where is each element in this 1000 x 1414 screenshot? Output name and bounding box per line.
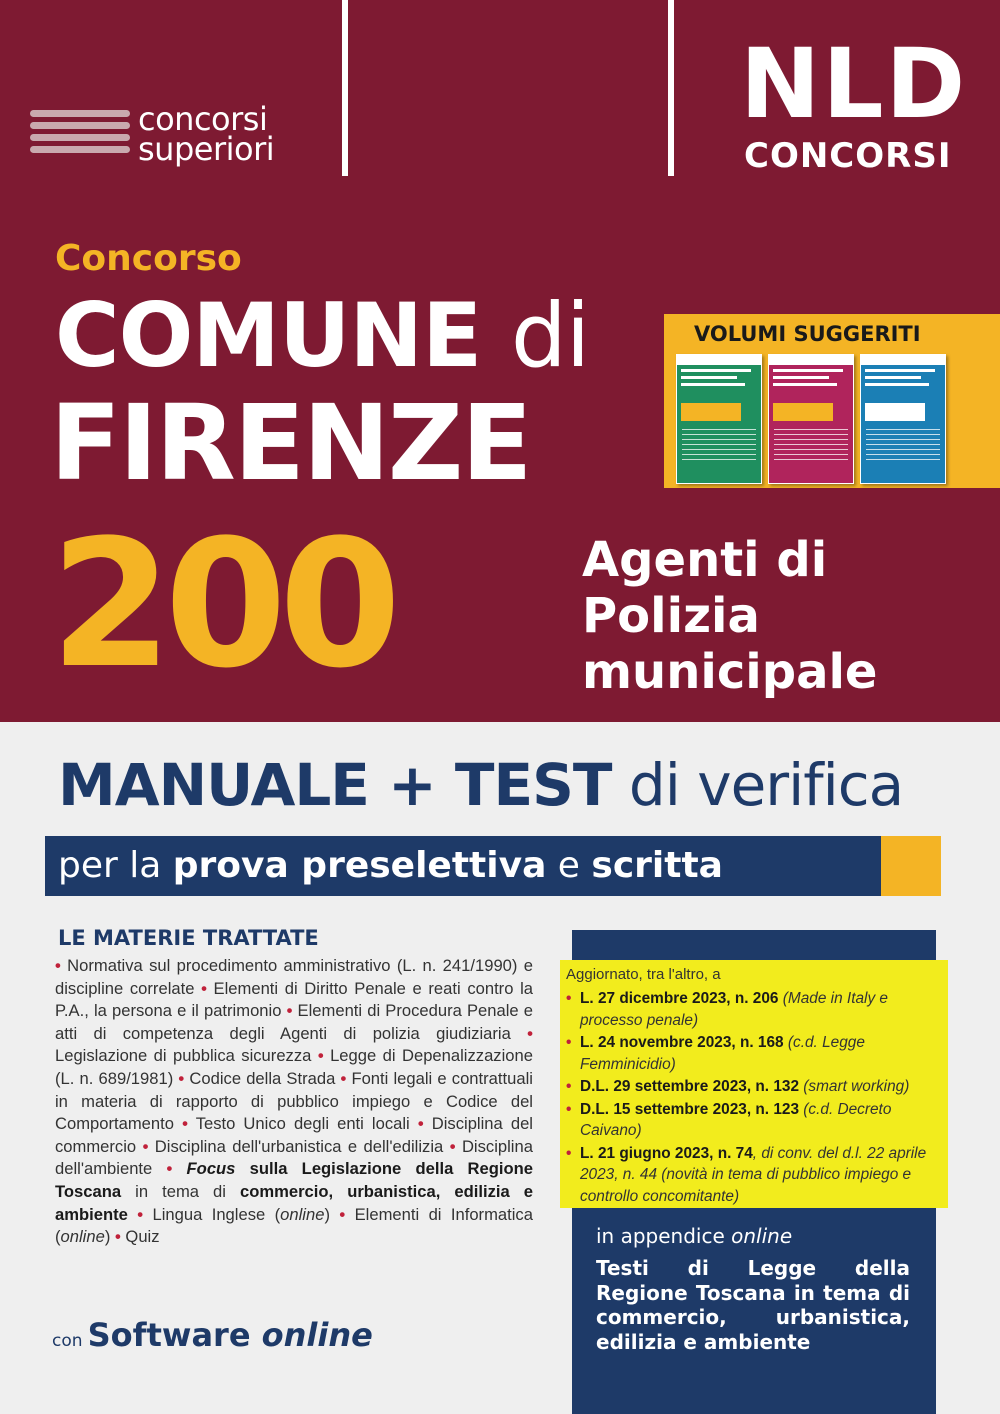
book-header (861, 355, 945, 365)
update-note: (smart working) (799, 1078, 910, 1095)
divider-line (342, 0, 348, 176)
bullet-icon: • (114, 1227, 121, 1247)
logo-stack-icon (30, 146, 130, 153)
nld-logo-text: NLD (740, 28, 968, 140)
subheadline-accent (881, 836, 941, 896)
materie-list (55, 955, 533, 1249)
materia-item: Elementi di Procedura Penale e atti di competenza degli Agenti di polizia giudiziaria (55, 1001, 533, 1043)
cover-role (582, 532, 877, 700)
software-online (52, 1316, 373, 1354)
appendix-online: online (731, 1224, 793, 1248)
update-list (566, 988, 940, 1208)
materia-item: Normativa sul procedimento amministrativo (L. n. 241/1990) e discipline correlate (55, 956, 533, 998)
update-intro: Aggiornato, tra l'altro, a (566, 966, 721, 983)
di-word: di (510, 284, 590, 387)
headline (58, 752, 903, 818)
update-law: L. 24 novembre 2023, n. 168 (580, 1034, 784, 1051)
headline-light: di verifica (611, 751, 904, 819)
cover-title-city: FIRENZE (50, 382, 531, 504)
publisher-line1: concorsi (138, 100, 268, 138)
materia-item: Elementi di Informatica ( (55, 1204, 533, 1247)
bullet-icon: • (166, 1159, 173, 1179)
bullet-icon: • (201, 978, 207, 998)
materia-item: Testo Unico degli enti locali (195, 1114, 410, 1134)
update-law: L. 27 dicembre 2023, n. 206 (580, 990, 779, 1007)
materie-title: LE MATERIE TRATTATE (58, 926, 319, 950)
materia-item: Lingua Inglese ( (152, 1204, 281, 1224)
update-note: (c.d. Legge Femminicidio) (580, 1034, 865, 1073)
update-item (566, 988, 940, 1031)
logo-stack-icon (30, 122, 130, 129)
bullet-icon: • (317, 1046, 324, 1066)
book-text-lines (865, 369, 935, 386)
bullet-icon: • (142, 1136, 149, 1156)
materia-item: Disciplina del commercio (55, 1114, 533, 1156)
comune-word: COMUNE (55, 284, 482, 387)
book-header (677, 355, 761, 365)
appendix-label (596, 1224, 792, 1248)
paren: ) (324, 1204, 330, 1224)
suggested-volumes (664, 314, 1000, 488)
subheadline-strong: prova preselettiva (172, 845, 547, 886)
materia-item: Legislazione di pubblica sicurezza (55, 1046, 312, 1066)
book-cover-thumbnail-icon (676, 354, 762, 484)
software-label: Software (87, 1316, 262, 1354)
role-line: Agenti di (582, 532, 828, 588)
book-text-lines (773, 369, 843, 386)
update-note: (c.d. Decreto Caivano) (580, 1100, 892, 1139)
update-item (566, 1143, 940, 1208)
bullet-icon: • (55, 956, 61, 975)
bullet-icon: • (449, 1136, 456, 1156)
materia-item: Quiz (125, 1227, 160, 1247)
book-body-lines (866, 429, 940, 463)
logo-stack-icon (30, 110, 130, 117)
logo-stack-icon (30, 134, 130, 141)
divider-line (668, 0, 674, 176)
online-label: online (60, 1227, 105, 1247)
materia-item: Legge di Depenalizzazione (L. n. 689/1981) (55, 1046, 533, 1088)
appendix-prefix: in appendice (596, 1224, 732, 1248)
bullet-icon: • (178, 1068, 185, 1088)
book-cover-thumbnail-icon (860, 354, 946, 484)
role-line: municipale (582, 644, 878, 700)
update-note: (Made in Italy e processo penale) (580, 990, 888, 1029)
subheadline-part: e (546, 845, 592, 886)
paren: ) (104, 1227, 111, 1247)
suggested-volumes-title: VOLUMI SUGGERITI (694, 322, 921, 346)
publisher-line2: superiori (138, 130, 275, 168)
update-item (566, 1032, 940, 1075)
book-badge (865, 403, 925, 421)
book-header (769, 355, 853, 365)
materia-item: Disciplina dell'urbanistica e dell'edilizia (154, 1136, 444, 1156)
software-online-label: online (261, 1316, 373, 1354)
bullet-icon: • (340, 1068, 347, 1088)
subheadline (58, 838, 723, 894)
book-body-lines (682, 429, 756, 463)
cover-kicker: Concorso (55, 238, 242, 279)
focus-topics: commercio, urbanistica, edilizia e ambiente (55, 1181, 533, 1224)
update-note: , di conv. del d.l. 22 aprile 2023, n. 44 (novità in tema di pubblico impiego e controllo concomitante) (580, 1144, 927, 1205)
bullet-icon: • (339, 1204, 346, 1224)
nld-logo-sub: CONCORSI (744, 136, 952, 176)
focus-text: sulla Legislazione della Regione Toscana (55, 1159, 533, 1201)
role-line: Polizia (582, 588, 760, 644)
subheadline-strong: scritta (591, 845, 723, 886)
focus-mid: in tema di (121, 1181, 240, 1201)
focus-label: Focus (186, 1159, 236, 1179)
bullet-icon: • (527, 1023, 533, 1043)
update-law: D.L. 15 settembre 2023, n. 123 (580, 1100, 800, 1118)
appendix-text: Testi di Legge della Regione Toscana in tema di commercio, urbanistica, edilizia e ambiente (596, 1256, 910, 1354)
book-badge (681, 403, 741, 421)
update-law: L. 21 giugno 2023, n. 74 (580, 1144, 753, 1162)
bullet-icon: • (137, 1204, 144, 1224)
nld-logo (740, 28, 968, 180)
book-badge (773, 403, 833, 421)
software-prefix: con (52, 1331, 83, 1351)
book-text-lines (681, 369, 751, 386)
update-item (566, 1076, 940, 1098)
cover-count: 200 (50, 502, 394, 707)
bullet-icon: • (417, 1114, 424, 1134)
book-body-lines (774, 429, 848, 463)
materia-item: Disciplina dell'ambiente (55, 1136, 533, 1179)
online-label: online (280, 1204, 325, 1224)
materia-item: Codice della Strada (189, 1068, 336, 1088)
materia-item: Fonti legali e contrattuali in materia di rapporto di pubblico impiego e Codice del Comportamento (55, 1068, 533, 1134)
concorsi-superiori-logo (30, 100, 320, 168)
update-law: D.L. 29 settembre 2023, n. 132 (580, 1078, 800, 1095)
bullet-icon: • (182, 1114, 188, 1134)
bullet-icon: • (286, 1001, 293, 1021)
update-item (566, 1099, 940, 1142)
subheadline-part: per la (58, 845, 173, 886)
book-cover-thumbnail-icon (768, 354, 854, 484)
headline-strong: MANUALE + TEST (58, 751, 612, 819)
cover-title-comune (55, 284, 590, 387)
materia-item: Elementi di Diritto Penale e reati contro la P.A., la persona e il patrimonio (55, 978, 533, 1021)
